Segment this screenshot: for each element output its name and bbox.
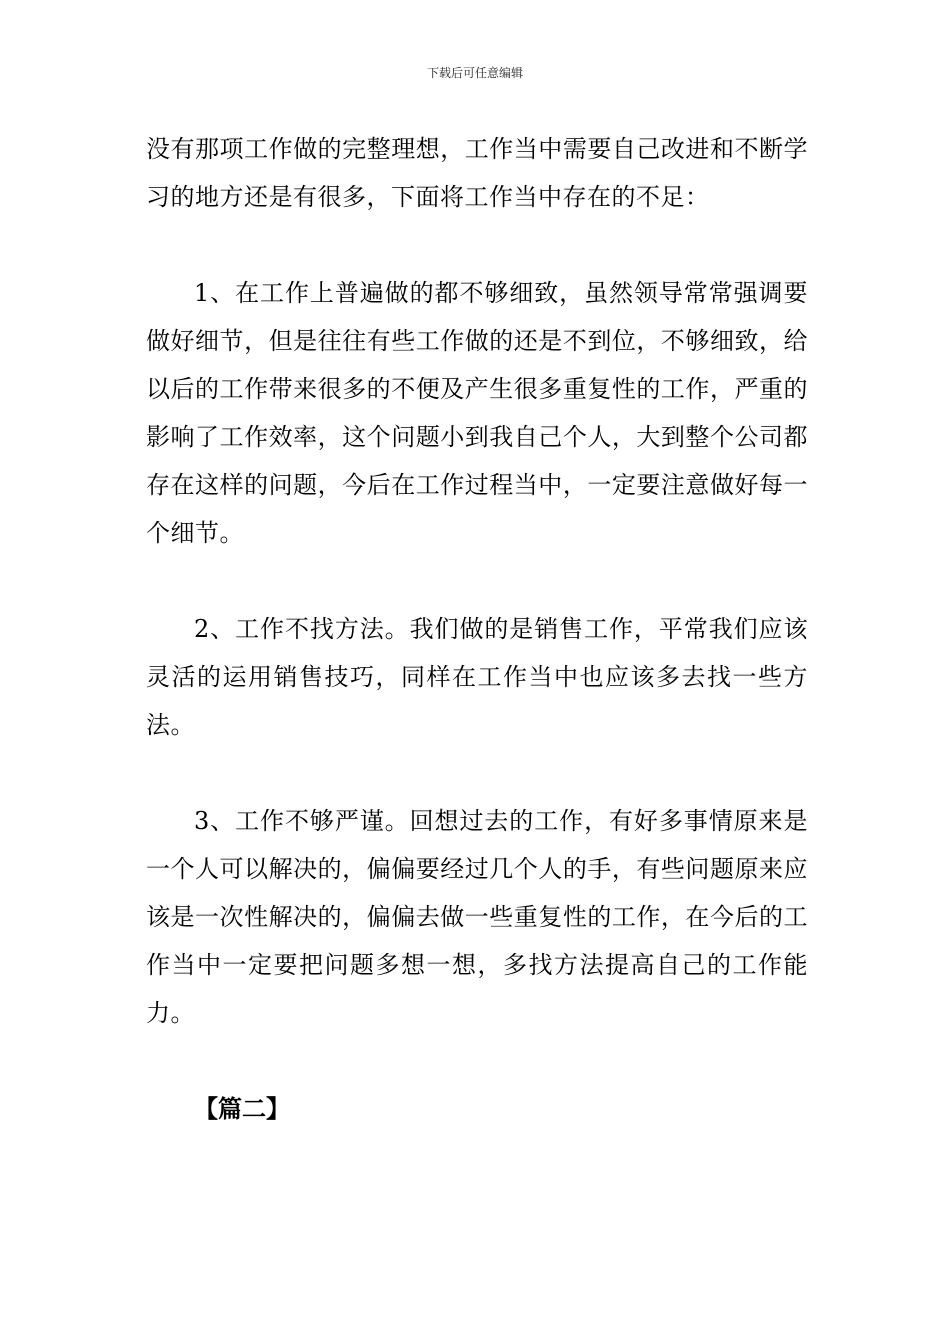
section-title: 【篇二】 bbox=[194, 1094, 290, 1123]
paragraph-spacer bbox=[146, 1037, 808, 1085]
document-body bbox=[146, 125, 808, 1133]
paragraph-spacer bbox=[146, 221, 808, 269]
paragraph-point-2: 2、工作不找方法。我们做的是销售工作，平常我们应该灵活的运用销售技巧，同样在工作当中也应该多去找一些方法。 bbox=[146, 615, 808, 739]
paragraph-point-3: 3、工作不够严谨。回想过去的工作，有好多事情原来是一个人可以解决的，偏偏要经过几个人的手，有些问题原来应该是一次性解决的，偏偏去做一些重复性的工作，在今后的工作当中一定要把问题多想一想，多找方法提高自己的工作能力。 bbox=[146, 807, 808, 1027]
page-header-note: 下载后可任意编辑 bbox=[426, 66, 523, 80]
paragraph-intro: 没有那项工作做的完整理想，工作当中需要自己改进和不断学习的地方还是有很多，下面将工作当中存在的不足： bbox=[146, 135, 808, 211]
paragraph-spacer bbox=[146, 749, 808, 797]
paragraph-spacer bbox=[146, 557, 808, 605]
paragraph-point-1: 1、在工作上普遍做的都不够细致，虽然领导常常强调要做好细节，但是往往有些工作做的还是不到位，不够细致，给以后的工作带来很多的不便及产生很多重复性的工作，严重的影响了工作效率，这个问题小到我自己个人，大到整个公司都存在这样的问题，今后在工作过程当中，一定要注意做好每一个细节。 bbox=[146, 279, 808, 547]
